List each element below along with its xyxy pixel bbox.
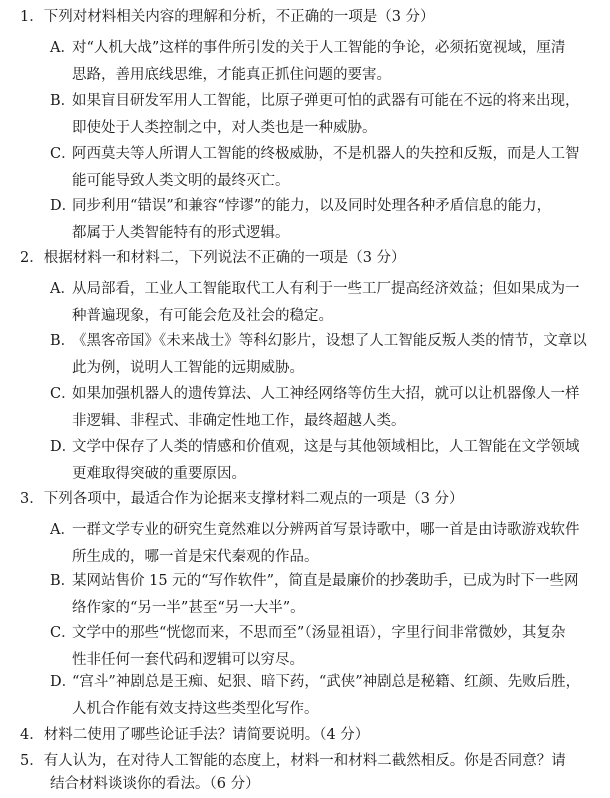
option-text-line: 人机合作能有效支持这些类型化写作。 <box>72 701 319 717</box>
option-label: D． <box>50 198 77 214</box>
option-text-line: 此为例，说明人工智能的远期威胁。 <box>72 360 304 376</box>
question-5-stem-continued: 结合材料谈谈你的看法。（6 分） <box>50 776 260 792</box>
option-label: A． <box>50 522 75 538</box>
option-label: C． <box>50 146 76 162</box>
question-3-option-a <box>50 517 580 571</box>
question-1-option-d <box>50 193 551 247</box>
option-label: A． <box>50 281 75 297</box>
option-label: B． <box>50 93 76 109</box>
option-text-line: 如果加强机器人的遗传算法、人工神经网络等仿生大招，就可以让机器像人一样 <box>72 386 580 402</box>
option-text-line: 性非任何一套代码和逻辑可以穷尽。 <box>72 652 304 668</box>
option-text-line: 即使处于人类控制之中，对人类也是一种威胁。 <box>72 120 377 136</box>
option-text-line: 都属于人类智能特有的形式逻辑。 <box>72 225 290 241</box>
option-text-line: 非逻辑、非程式、非确定性地工作，最终超越人类。 <box>72 413 406 429</box>
option-label: B． <box>50 573 76 589</box>
option-label: C． <box>50 625 76 641</box>
option-label: D． <box>50 439 77 455</box>
option-label: A． <box>50 40 75 56</box>
option-text-line: 文学中的那些“恍惚而来，不思而至”（汤显祖语），字里行间非常微妙，其复杂 <box>72 625 566 641</box>
option-text-line: 络作家的“另一半”甚至“另一大半”。 <box>72 600 305 616</box>
question-2-option-a <box>50 276 580 330</box>
option-text-line: 种普遍现象，有可能会危及社会的稳定。 <box>72 308 333 324</box>
question-2-option-c <box>50 381 580 435</box>
option-text-line: 思路，善用底线思维，才能真正抓住问题的要害。 <box>72 67 391 83</box>
option-label: C． <box>50 386 76 402</box>
question-1-option-b <box>50 88 580 142</box>
option-text-line: 文学中保存了人类的情感和价值观，这是与其他领域相比，人工智能在文学领域 <box>72 439 580 455</box>
option-text-line: 所生成的，哪一首是宋代秦观的作品。 <box>72 549 319 565</box>
question-1-stem: 1．下列对材料相关内容的理解和分析，不正确的一项是（3 分） <box>20 9 435 25</box>
question-4-stem: 4．材料二使用了哪些论证手法？请简要说明。（4 分） <box>20 727 370 743</box>
option-text-line: 能可能导致人类文明的最终灭亡。 <box>72 173 290 189</box>
option-text-line: “宫斗”神剧总是王痴、妃狠、暗下药，“武侠”神剧总是秘籍、红颜、先败后胜， <box>72 674 581 690</box>
question-3-option-b <box>50 568 579 622</box>
option-label: B． <box>50 333 76 349</box>
question-2-option-d <box>50 434 580 488</box>
option-text-line: 从局部看，工业人工智能取代工人有利于一些工厂提高经济效益；但如果成为一 <box>72 281 580 297</box>
option-text-line: 一群文学专业的研究生竟然难以分辨两首写景诗歌中，哪一首是由诗歌游戏软件 <box>72 522 580 538</box>
question-3-option-c <box>50 620 565 674</box>
option-text-line: 对“人机大战”这样的事件所引发的关于人工智能的争论，必须拓宽视域，厘清 <box>72 40 566 56</box>
question-1-option-c <box>50 141 580 195</box>
question-3-stem: 3．下列各项中，最适合作为论据来支撑材料二观点的一项是（3 分） <box>20 491 464 507</box>
option-text-line: 更难取得突破的重要原因。 <box>72 466 246 482</box>
question-2-stem: 2．根据材料一和材料二，下列说法不正确的一项是（3 分） <box>20 250 406 266</box>
option-text-line: 《黑客帝国》《未来战士》等科幻影片，设想了人工智能反叛人类的情节，文章以 <box>72 333 587 349</box>
question-2-option-b <box>50 328 587 382</box>
question-1-option-a <box>50 35 565 89</box>
option-text-line: 阿西莫夫等人所谓人工智能的终极威胁，不是机器人的失控和反叛，而是人工智 <box>72 146 580 162</box>
option-label: D． <box>50 674 77 690</box>
option-text-line: 某网站售价 15 元的“写作软件”，简直是最廉价的抄袭助手，已成为时下一些网 <box>72 573 579 589</box>
question-3-option-d <box>50 669 580 723</box>
question-5-stem: 5．有人认为，在对待人工智能的态度上，材料一和材料二截然相反。你是否同意？请 <box>20 753 566 769</box>
option-text-line: 同步利用“错误”和兼容“悖谬”的能力，以及同时处理各种矛盾信息的能力， <box>72 198 552 214</box>
option-text-line: 如果盲目研发军用人工智能，比原子弹更可怕的武器有可能在不远的将来出现， <box>72 93 580 109</box>
